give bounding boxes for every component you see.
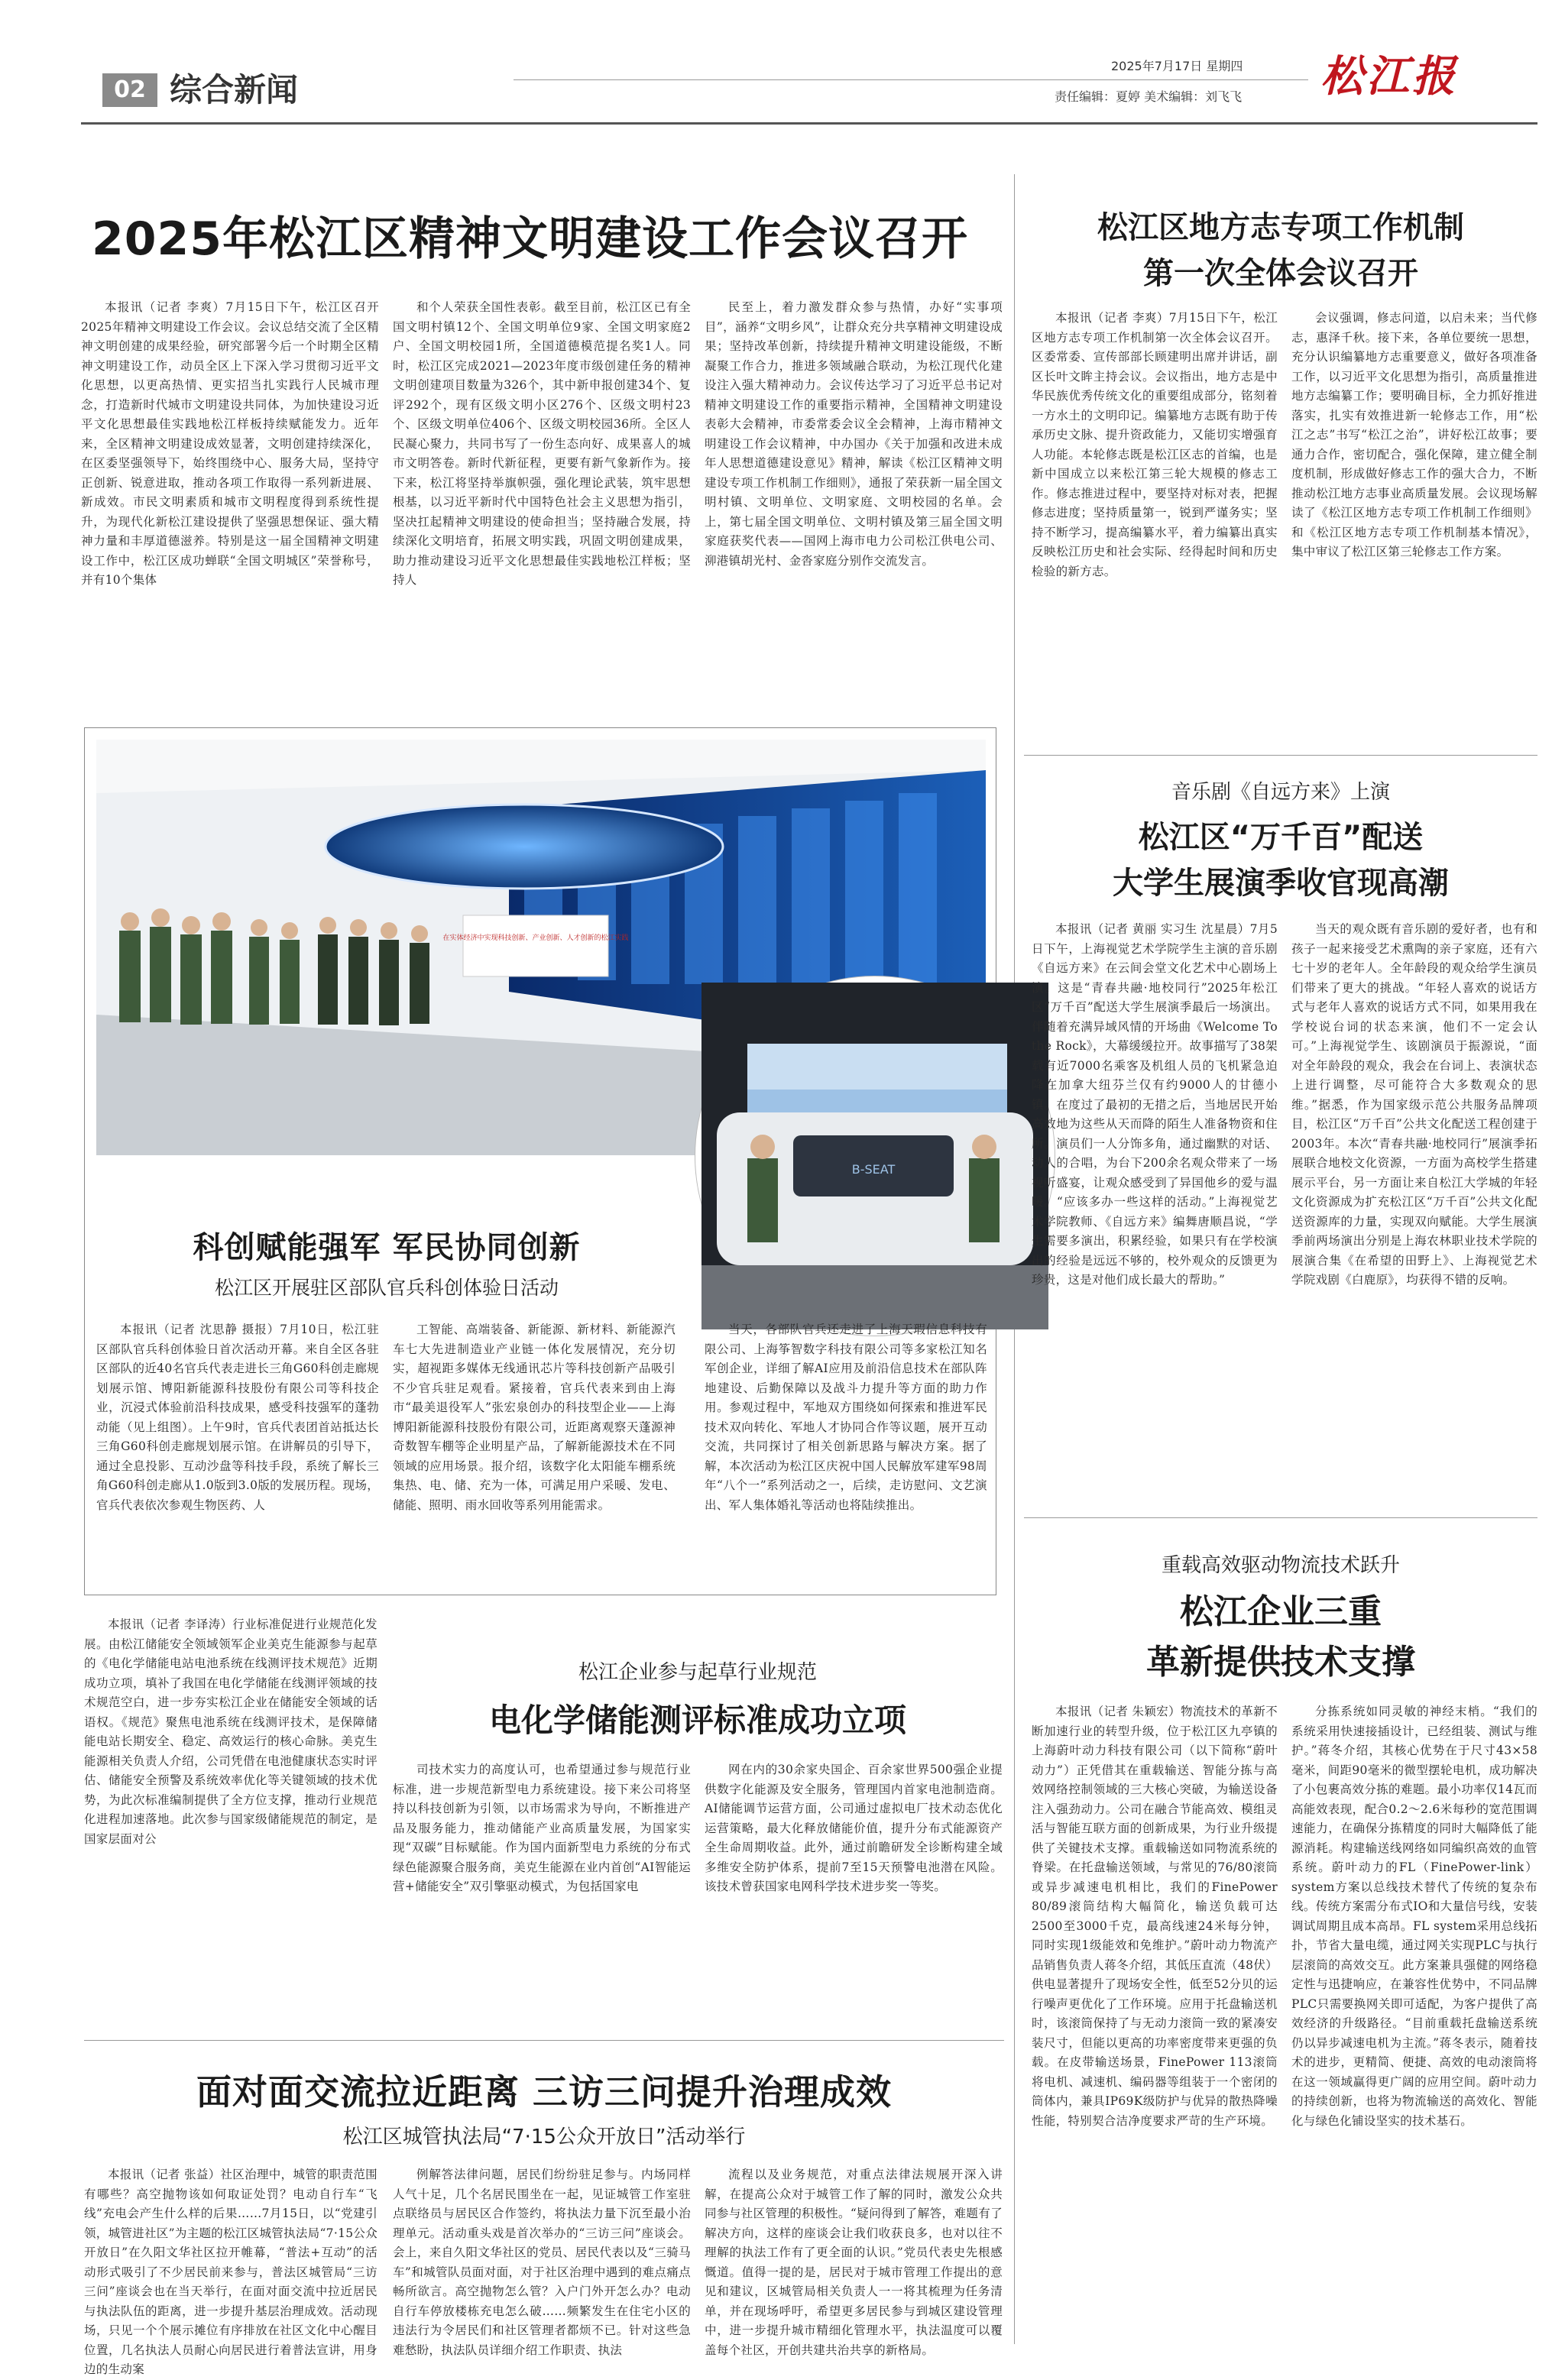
a5-col1: 本报讯（记者 李爽）7月15日下午，松江区地方志专项工作机制第一次全体会议召开。区委常委、宣传部部长顾建明出席并讲话，副区长叶文眸主持会议。会议指出，地方志是中华民族优秀传统文化的重要组成部分，铭刻着一方水土的文明印记。编纂地方志既有助于传承历史文脉、提升资政能力，又能切实增强育人功能。本轮修志既是松江区志的首编，也是新中国成立以来松江第三轮大规模的修志工作。修志推进过程中，要坚持对标对表，把握修志进度；坚持质量第一，锐到严谨务实；坚持不断学习，提高编纂水平，着力编纂出真实反映松江历史和社会实际、经得起时间和历史检验的新方志。: [1032, 311, 1278, 578]
wall-banner-text: 在实体经济中实现科技创新、产业创新、人才创新的松江实践: [442, 934, 629, 942]
a4-subheadline: 松江区城管执法局“7·15公众开放日”活动举行: [342, 2126, 746, 2148]
a1-col2: 和个人荣获全国性表彰。截至目前，松江区已有全国文明村镇12个、全国文明单位9家、全国文明家庭2户、全国文明校园1所，全国道德模范提名奖1人。同时，松江区完成2021—2023年度市级创建任务的精神文明创建项目数量为326个，其中新申报创建34个、复评292个，现有区级文明小区276个、区级文明村23个、区级文明单位406个、区级文明校园36所。全区人民凝心聚力，共同书写了一份生态向好、成果喜人的城市文明答卷。新时代新征程，更要有新气象新作为。接下来，松江将坚持举旗帜强，强化理论武装，筑牢思想根基，以习近平新时代中国特色社会主义思想为指引，坚决扛起精神文明建设的使命担当；坚持融合发展，持续深化文明培育，拓展文明实践，巩固文明创建成果，助力推动建设习近平文化思想最佳实践地松江样板；坚持人: [393, 300, 691, 587]
a2-col2: 工智能、高端装备、新能源、新材料、新能源汽车七大先进制造业产业链一体化发展情况，充分切实，超视距多媒体无线通讯芯片等科技创新产品吸引不少官兵驻足观看。紧接着，官兵代表来到由上海市“最美退役军人”张宏泉创办的科技型企业——上海博阳新能源科技股份有限公司，近距离观察天蓬源神奇数智车棚等企业明星产品，了解新能源技术在不同领域的应用场景。报介绍，该数字化太阳能车棚系统集热、电、储、充为一体，可满足用户采暖、发电、储能、照明、雨水回收等系列用能需求。: [393, 1323, 676, 1512]
a5-col2: 会议强调，修志问道，以启未来；当代修志，惠泽千秋。接下来，各单位要统一思想，充分认识编纂地方志重要意义，做好各项准备工作，以习近平文化思想为指引，高质量推进地方志编纂工作；要明确目标，全力抓好推进落实，扎实有效推进新一轮修志工作，用“松江之志”书写“松江之治”，讲好松江故事；要通力合作，密切配合，强化保障，建立健全制度机制，形成做好修志工作的强大合力，不断推动松江地方志事业高质量发展。会议现场解读了《松江区地方志专项工作机制工作细则》和《松江区地方志专项工作机制基本情况》，集中审议了松江区第三轮修志工作方案。: [1291, 311, 1537, 559]
issue-date: 2025年7月17日 星期四: [1111, 59, 1243, 73]
a5-headline-line1: 松江区地方志专项工作机制: [1097, 210, 1464, 245]
a5-headline-line2: 第一次全体会议召开: [1143, 256, 1418, 291]
masthead-thin-rule: [514, 79, 1308, 80]
a6-kicker: 音乐剧《自远方来》上演: [1171, 781, 1390, 804]
simulator-inset-photo: [695, 976, 1055, 1336]
a3-kicker: 松江企业参与起草行业规范: [578, 1661, 817, 1684]
a3-col1: 本报讯（记者 李译涛）行业标准促进行业规范化发展。由松江储能安全领域领军企业美克生能源参与起草的《电化学储能电站电池系统在线测评技术规范》近期成功立项，填补了我国在电化学储能在线测评领域的技术规范空白，进一步夯实松江企业在储能安全领域的话语权。《规范》聚焦电池系统在线测评技术，是保障储能电站长期安全、稳定、高效运行的核心命脉。美克生能源相关负责人介绍，公司凭借在电池健康状态实时评估、储能安全预警及系统效率优化等关键领域的技术优势，为此次标准编制提供了全方位支撑，推动行业规范化进程加速落地。此次参与国家级储能规范的制定，是国家层面对公: [84, 1617, 377, 1846]
a7-col2: 分拣系统如同灵敏的神经末梢。“我们的系统采用快速接插设计，已经组装、测试与维护。”蒋冬介绍，其核心优势在于尺寸43×58毫米，间距90毫米的微型摆轮电机，成功解决了小包裹高效分拣的难题。最小功率仅14瓦而高能效表现，配合0.2～2.6米每秒的宽范围调速能力，在确保分拣精度的同时大幅降低了能源消耗。构建输送线网络如同编织高效的血管系统。蔚叶动力的FL（FinePower-link）system方案以总线技术替代了传统的复杂布线。传统方案需分布式IO和大量信号线，安装调试周期且成本高昂。FL system采用总线拓扑，节省大量电缆，通过网关实现PLC与执行层滚筒的高效交互。此方案兼具强健的网络稳定性与迅捷响应，在兼容性优势中，不同品牌PLC只需要换网关即可适配，为客户提供了高效经济的升级路径。“目前重载托盘输送系统仍以异步减速电机为主流。”蒋冬表示，随着技术的进步，更精简、便捷、高效的电动滚筒将在这一领域赢得更广阔的应用空间。蔚叶动力的持续创新，也将为物流输送的高效化、智能化与绿色化铺设坚实的技术基石。: [1291, 1705, 1537, 2128]
a7-col1: 本报讯（记者 朱颖宏）物流技术的革新不断加速行业的转型升级，位于松江区九亭镇的上海蔚叶动力科技有限公司（以下简称“蔚叶动力”）正凭借其在重载输送、智能分拣与高效网络控制领域的三大核心突破，为输送设备注入强劲动力。公司在融合节能高效、模组灵活与智能互联方面的创新成果，为行业升级提供了关键技术支撑。重载输送如同物流系统的脊梁。在托盘输送领域，与常见的76/80滚筒或异步减速电机相比，我们的FinePower 80/89滚筒结构大幅简化，输送负载可达2500至3000千克，最高线速24米每分钟，同时实现1级能效和免维护。”蔚叶动力物流产品销售负责人蒋冬介绍，其低压直流（48伏）供电显著提升了现场安全性，低至52分贝的运行噪声更优化了工作环境。应用于托盘输送机时，该滚筒保持了与无动力滚筒一致的紧凑安装尺寸，但能以更高的功率密度带来更强的负载。在皮带输送场景，FinePower 113滚筒将电机、减速机、编码器等组装于一个密闭的筒体内，兼具IP69K级防护与优异的散热降噪性能，特别契合洁净度要求严苛的生产环境。: [1032, 1705, 1278, 2128]
a1-headline: 2025年松江区精神文明建设工作会议召开: [92, 212, 968, 266]
section-title: 综合新闻: [170, 71, 299, 108]
a3-bottom-rule: [84, 2040, 1004, 2041]
a7-kicker: 重载高效驱动物流技术跃升: [1161, 1554, 1400, 1577]
screen-logo-text: B-SEAT: [851, 1162, 896, 1177]
a4-col1: 本报讯（记者 张益）社区治理中，城管的职责范围有哪些？高空抛物该如何取证处罚？电动自行车“飞线”充电会产生什么样的后果……7月15日，以“党建引领，城管进社区”为主题的松江区城管执法局“7·15公众开放日”在久阳文华社区拉开帷幕，“普法+互动”的活动形式吸引了不少居民前来参与，普法区城管局“三访三问”座谈会也在当天举行，在面对面交流中拉近居民与执法队伍的距离，进一步提升基层治理成效。活动现场，只见一个个展示摊位有序排放在社区文化中心醒目位置，几名执法人员耐心向居民进行着普法宣讲，用身边的生动案: [84, 2168, 377, 2376]
a2-headline: 科创赋能强军 军民协同创新: [193, 1230, 581, 1265]
a3-headline: 电化学储能测评标准成功立项: [488, 1702, 906, 1739]
a6-headline-line2: 大学生展演季收官现高潮: [1113, 866, 1449, 901]
a4-col2: 例解答法律问题，居民们纷纷驻足参与。内场同样人气十足，几个名居民围坐在一起，见证城管工作室驻点联络员与居民区合作签约，将执法力量下沉至最小治理单元。活动重头戏是首次举办的“三访三问”座谈会。会上，来自久阳文华社区的党员、居民代表以及“三骑马车”和城管队员面对面，对于社区治理中遇到的难点痛点畅所欲言。高空抛物怎么管？入户门外开怎么办？电动自行车停放楼栋充电怎么破……频繁发生在住宅小区的违法行为令居民们和社区管理者都烦不已。针对这些急难愁盼，执法队员详细介绍工作职责、执法: [393, 2168, 691, 2357]
a4-col3: 流程以及业务规范，对重点法律法规展开深入讲解，在提高公众对于城管工作了解的同时，激发公众共同参与社区管理的积极性。“疑问得到了解答，难题有了解决方向，这样的座谈会让我们收获良多，也对以往不理解的执法工作有了更全面的认识。”党员代表史先根感慨道。值得一提的是，居民对于城市管理工作提出的意见和建议，区城管局相关负责人一一将其梳理为任务清单，并在现场呼吁，希望更多居民参与到城区建设管理中，进一步提升城市精细化管理水平，执法温度可以覆盖每个社区，开创共建共治共享的新格局。: [705, 2168, 1003, 2357]
masthead-rule: [81, 122, 1537, 125]
newspaper-logo: 松江报: [1320, 51, 1458, 102]
a6-bottom-rule: [1024, 1517, 1537, 1518]
page-number-badge: 02: [102, 73, 157, 107]
a1-col1: 本报讯（记者 李爽）7月15日下午，松江区召开2025年精神文明建设工作会议。会议总结交流了全区精神文明创建的成果经验，研究部署今后一个时期全区精神文明建设工作，动员全区上下深入学习贯彻习近平文化思想，以更高热情、更实招当扎实践行人民城市理念，打造新时代城市文明建设共同体，为加快建设习近平文化思想最佳实践地松江样板持续赋能发力。近年来，全区精神文明建设成效显著，文明创建持续深化，在区委坚强领导下，始终围绕中心、服务大局，坚持守正创新、锐意进取，推动各项工作取得一系列新进展、新成效。市民文明素质和城市文明程度得到系统性提升，为现代化新松江建设提供了坚强思想保证、强大精神力量和丰厚道德滋养。特别是这一届全国精神文明建设工作中，松江区成功蝉联“全国文明城区”荣誉称号，并有10个集体: [81, 300, 379, 587]
a2-subheadline: 松江区开展驻区部队官兵科创体验日活动: [214, 1277, 559, 1299]
a7-headline-line2: 革新提供技术支撑: [1146, 1643, 1415, 1682]
a2-col1: 本报讯（记者 沈思静 摄报）7月10日，松江驻区部队官兵科创体验日首次活动开幕。来自全区各驻区部队的近40名官兵代表走进长三角G60科创走廊规划展示馆、博阳新能源科技股份有限公司等科技企业，沉浸式体验前沿科技成果，感受科技强军的蓬勃动能（见上组图）。上午9时，官兵代表团首站抵达长三角G60科创走廊规划展示馆。在讲解员的引导下，通过全息投影、互动沙盘等科技手段，系统了解长三角G60科创走廊从1.0版到3.0版的发展历程。现场，官兵代表依次参观生物医药、人: [96, 1323, 379, 1512]
editor-credits: 责任编辑：夏婷 美术编辑：刘飞飞: [1055, 89, 1243, 104]
a3-col2: 司技术实力的高度认可，也希望通过参与规范行业标准，进一步规范新型电力系统建设。接下来公司将坚持以科技创新为引领，以市场需求为导向，不断推进产品及服务能力，推动储能产业高质量发展，为国家实现“双碳”目标赋能。作为国内面新型电力系统的分布式绿色能源聚合服务商，美克生能源在业内首创“AI智能运营+储能安全”双引擎驱动模式，为包括国家电: [393, 1763, 691, 1893]
a6-col1: 本报讯（记者 黄丽 实习生 沈星晨）7月5日下午，上海视觉艺术学院学生主演的音乐剧《自远方来》在云间会堂文化艺术中心剧场上演。这是“青春共融·地校同行”2025年松江区“万千百”配送大学生展演季最后一场演出。伴随着充满异域风情的开场曲《Welcome To the Rock》，大幕缓缓拉开。故事描写了38架载有近7000名乘客及机组人员的飞机紧急迫降在加拿大纽芬兰仅有约9000人的甘德小镇。在度过了最初的无措之后，当地居民开始高效地为这些从天而降的陌生人准备物资和住所。演员们一人分饰多角，通过幽默的对话、动人的合唱，为台下200余名观众带来了一场视听盛宴，让观众感受到了异国他乡的爱与温暖。“应该多办一些这样的活动。”上海视觉艺术学院教师、《自远方来》编舞唐顺昌说，“学生需要多演出，积累经验，如果只有在学校演出的经验是远远不够的，校外观众的反馈更为珍贵，这是对他们成长最大的帮助。”: [1032, 922, 1278, 1287]
a6-col2: 当天的观众既有音乐剧的爱好者，也有和孩子一起来接受艺术熏陶的亲子家庭，还有六七十岁的老年人。全年龄段的观众给学生演员们带来了更大的挑战。“年轻人喜欢的说话方式与老年人喜欢的说话方式不同，如果用我在学校说台词的状态来演，他们不一定会认可。”上海视觉学生、该剧演员于振源说，“面对全年龄段的观众，我会在台词上、表演状态上进行调整，尽可能符合大多数观众的思维。”据悉，作为国家级示范公共服务品牌项目，松江区“万千百”公共文化配送工程创建于2003年。本次“青春共融·地校同行”展演季拓展联合地校文化资源，一方面为高校学生搭建展示平台，另一方面让来自松江大学城的年轻文化资源成为扩充松江区“万千百”公共文化配送资源库的力量，实现双向赋能。大学生展演季前两场演出分别是上海农林职业技术学院的展演合集《在希望的田野上》、上海视觉艺术学院戏剧《白鹿原》，均获得不错的反响。: [1291, 922, 1537, 1287]
a2-col3: 当天，各部队官兵还走进了上海天瑕信息科技有限公司、上海筝智数字科技有限公司等多家松江知名军创企业，详细了解AI应用及前沿信息技术在部队阵地建设、后勤保障以及战斗力提升等方面的助力作用。参观过程中，军地双方围绕如何探索和推进军民技术双向转化、军地人才协同合作等议题，展开互动交流，共同探讨了相关创新思路与解决方案。据了解，本次活动为松江区庆祝中国人民解放军建军98周年“八个一”系列活动之一，后续，走访慰问、文艺演出、军人集体婚礼等活动也将陆续推出。: [705, 1323, 987, 1512]
a3-col3: 网在内的30余家央国企、百余家世界500强企业提供数字化能源及安全服务，管理国内首家电池制造商。AI储能调节运营方面，公司通过虚拟电厂技术动态优化运营策略，最大化释放储能价值，提升分布式能源资产全生命周期收益。此外，通过前瞻研发全诊断构建全域多维安全防护体系，提前7至15天预警电池潜在风险。该技术曾获国家电网科学技术进步奖一等奖。: [705, 1763, 1003, 1893]
a5-bottom-rule: [1024, 755, 1537, 756]
a7-headline-line1: 松江企业三重: [1180, 1592, 1382, 1631]
a4-headline: 面对面交流拉近距离 三访三问提升治理成效: [196, 2071, 892, 2113]
a1-col3: 民至上，着力激发群众参与热情，办好“实事项目”，涵养“文明乡风”，让群众充分共享精神文明建设成果；坚持改革创新，持续提升精神文明建设能级，不断凝聚工作合力，推进多领域融合联动，为松江现代化建设注入强大精神动力。会议传达学习了习近平总书记对精神文明建设工作的重要指示精神，全国精神文明建设表彰大会精神，市委常委会议全会精神，上海市精神文明建设工作会议精神，中办国办《关于加强和改进未成年人思想道德建设意见》精神，解读《松江区精神文明建设专项工作机制工作细则》，通报了荣获新一届全国文明村镇、文明单位、文明家庭、文明校园的名单。会上，第七届全国文明单位、文明村镇及第三届全国文明家庭获奖代表——国网上海市电力公司松江供电公司、泖港镇胡光村、金沓家庭分别作交流发言。: [705, 300, 1003, 568]
a6-headline-line1: 松江区“万千百”配送: [1138, 820, 1424, 855]
